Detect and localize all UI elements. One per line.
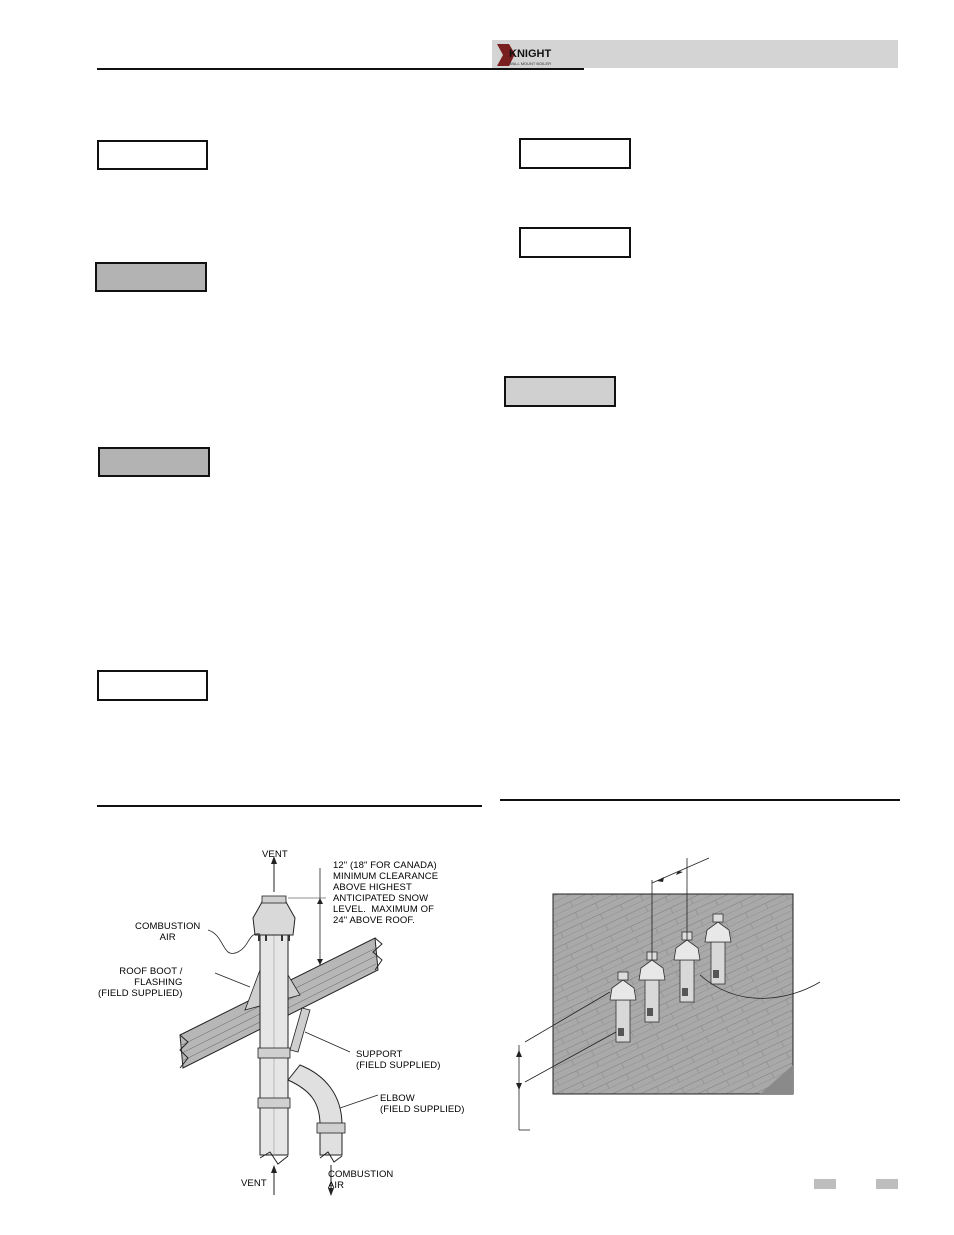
notice-box-4 — [519, 227, 631, 258]
label-clearance: 12" (18" FOR CANADA) MINIMUM CLEARANCE ABOVE HIGHEST ANTICIPATED SNOW LEVEL. MAXIMUM OF 24" ABOVE ROOF. — [333, 860, 439, 926]
notice-box-1 — [97, 140, 208, 170]
label-combustion-air-top: COMBUSTION AIR — [135, 921, 201, 943]
label-elbow: ELBOW (FIELD SUPPLIED) — [380, 1093, 465, 1115]
caution-box-1 — [504, 376, 616, 407]
warning-box-2 — [98, 447, 210, 477]
logo-subtext: WALL MOUNT BOILER — [509, 61, 552, 66]
figure-right-rule — [500, 799, 900, 801]
header-rule — [97, 68, 584, 70]
label-support: SUPPORT (FIELD SUPPLIED) — [356, 1049, 441, 1071]
multiple-vent-roof-diagram — [510, 850, 840, 1140]
label-roof-boot: ROOF BOOT / FLASHING (FIELD SUPPLIED) — [98, 966, 183, 999]
notice-box-3 — [519, 138, 631, 169]
notice-box-2 — [97, 670, 208, 701]
elbow-fitting — [288, 1065, 342, 1155]
logo-text: KNIGHT — [509, 48, 552, 60]
warning-box-1 — [95, 262, 207, 292]
figure-left-rule — [97, 805, 482, 807]
footer-tab-left — [814, 1179, 836, 1189]
roof-vent-diagram — [120, 840, 500, 1200]
label-combustion-air-bottom: COMBUSTION AIR — [328, 1169, 394, 1191]
termination-cap — [253, 902, 295, 935]
footer-tab-right — [876, 1179, 898, 1189]
label-vent-bottom: VENT — [241, 1178, 267, 1189]
roof-surface — [553, 894, 793, 1094]
knight-logo — [495, 40, 565, 70]
support-bracket — [290, 1008, 310, 1052]
label-vent-top: VENT — [262, 849, 288, 860]
